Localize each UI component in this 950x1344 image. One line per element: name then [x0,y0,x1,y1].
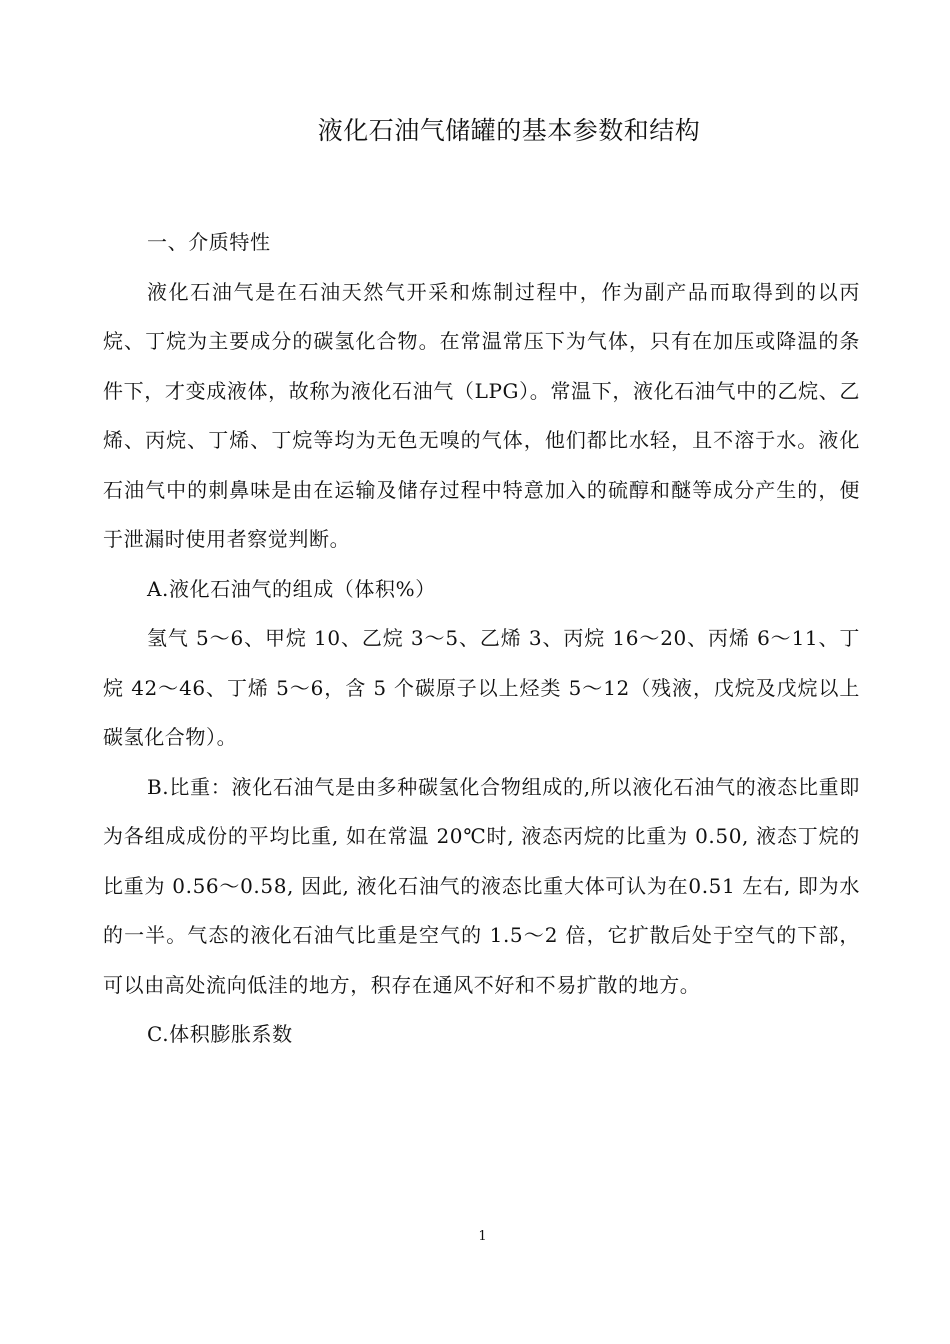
document-body [103,218,860,1060]
section-heading-medium-properties: 一、介质特性 [147,230,271,254]
paragraph-composition-values: 氢气 5～6、甲烷 10、乙烷 3～5、乙烯 3、丙烷 16～20、丙烯 6～11、丁烷 42～46、丁烯 5～6，含 5 个碳原子以上烃类 5～12（残液，戊烷及戊烷以上碳氢化合物）。 [103,626,860,749]
document-title: 液化石油气储罐的基本参数和结构 [317,116,701,145]
paragraph-lpg-description: 液化石油气是在石油天然气开采和炼制过程中，作为副产品而取得到的以丙烷、丁烷为主要成分的碳氢化合物。在常温常压下为气体，只有在加压或降温的条件下，才变成液体，故称为液化石油气（LPG）。常温下，液化石油气中的乙烷、乙烯、丙烷、丁烯、丁烷等均为无色无嗅的气体，他们都比水轻，且不溶于水。液化石油气中的刺鼻味是由在运输及储存过程中特意加入的硫醇和醚等成分产生的，便于泄漏时使用者察觉判断。 [103,279,860,551]
subheading-volume-expansion: C.体积膨胀系数 [147,1022,293,1046]
paragraph-specific-gravity: B.比重：液化石油气是由多种碳氢化合物组成的,所以液化石油气的液态比重即为各组成成份的平均比重, 如在常温 20℃时, 液态丙烷的比重为 0.50, 液态丁烷的比重为 0.56～0.58, 因此, 液化石油气的液态比重大体可认为在0.51 左右, 即为水的一半。气态的液化石油气比重是空气的 1.5～2 倍，它扩散后处于空气的下部，可以由高处流向低洼的地方，积存在通风不好和不易扩散的地方。 [103,774,860,997]
page-number: 1 [478,1229,487,1244]
subheading-composition: A.液化石油气的组成（体积%） [147,576,436,601]
